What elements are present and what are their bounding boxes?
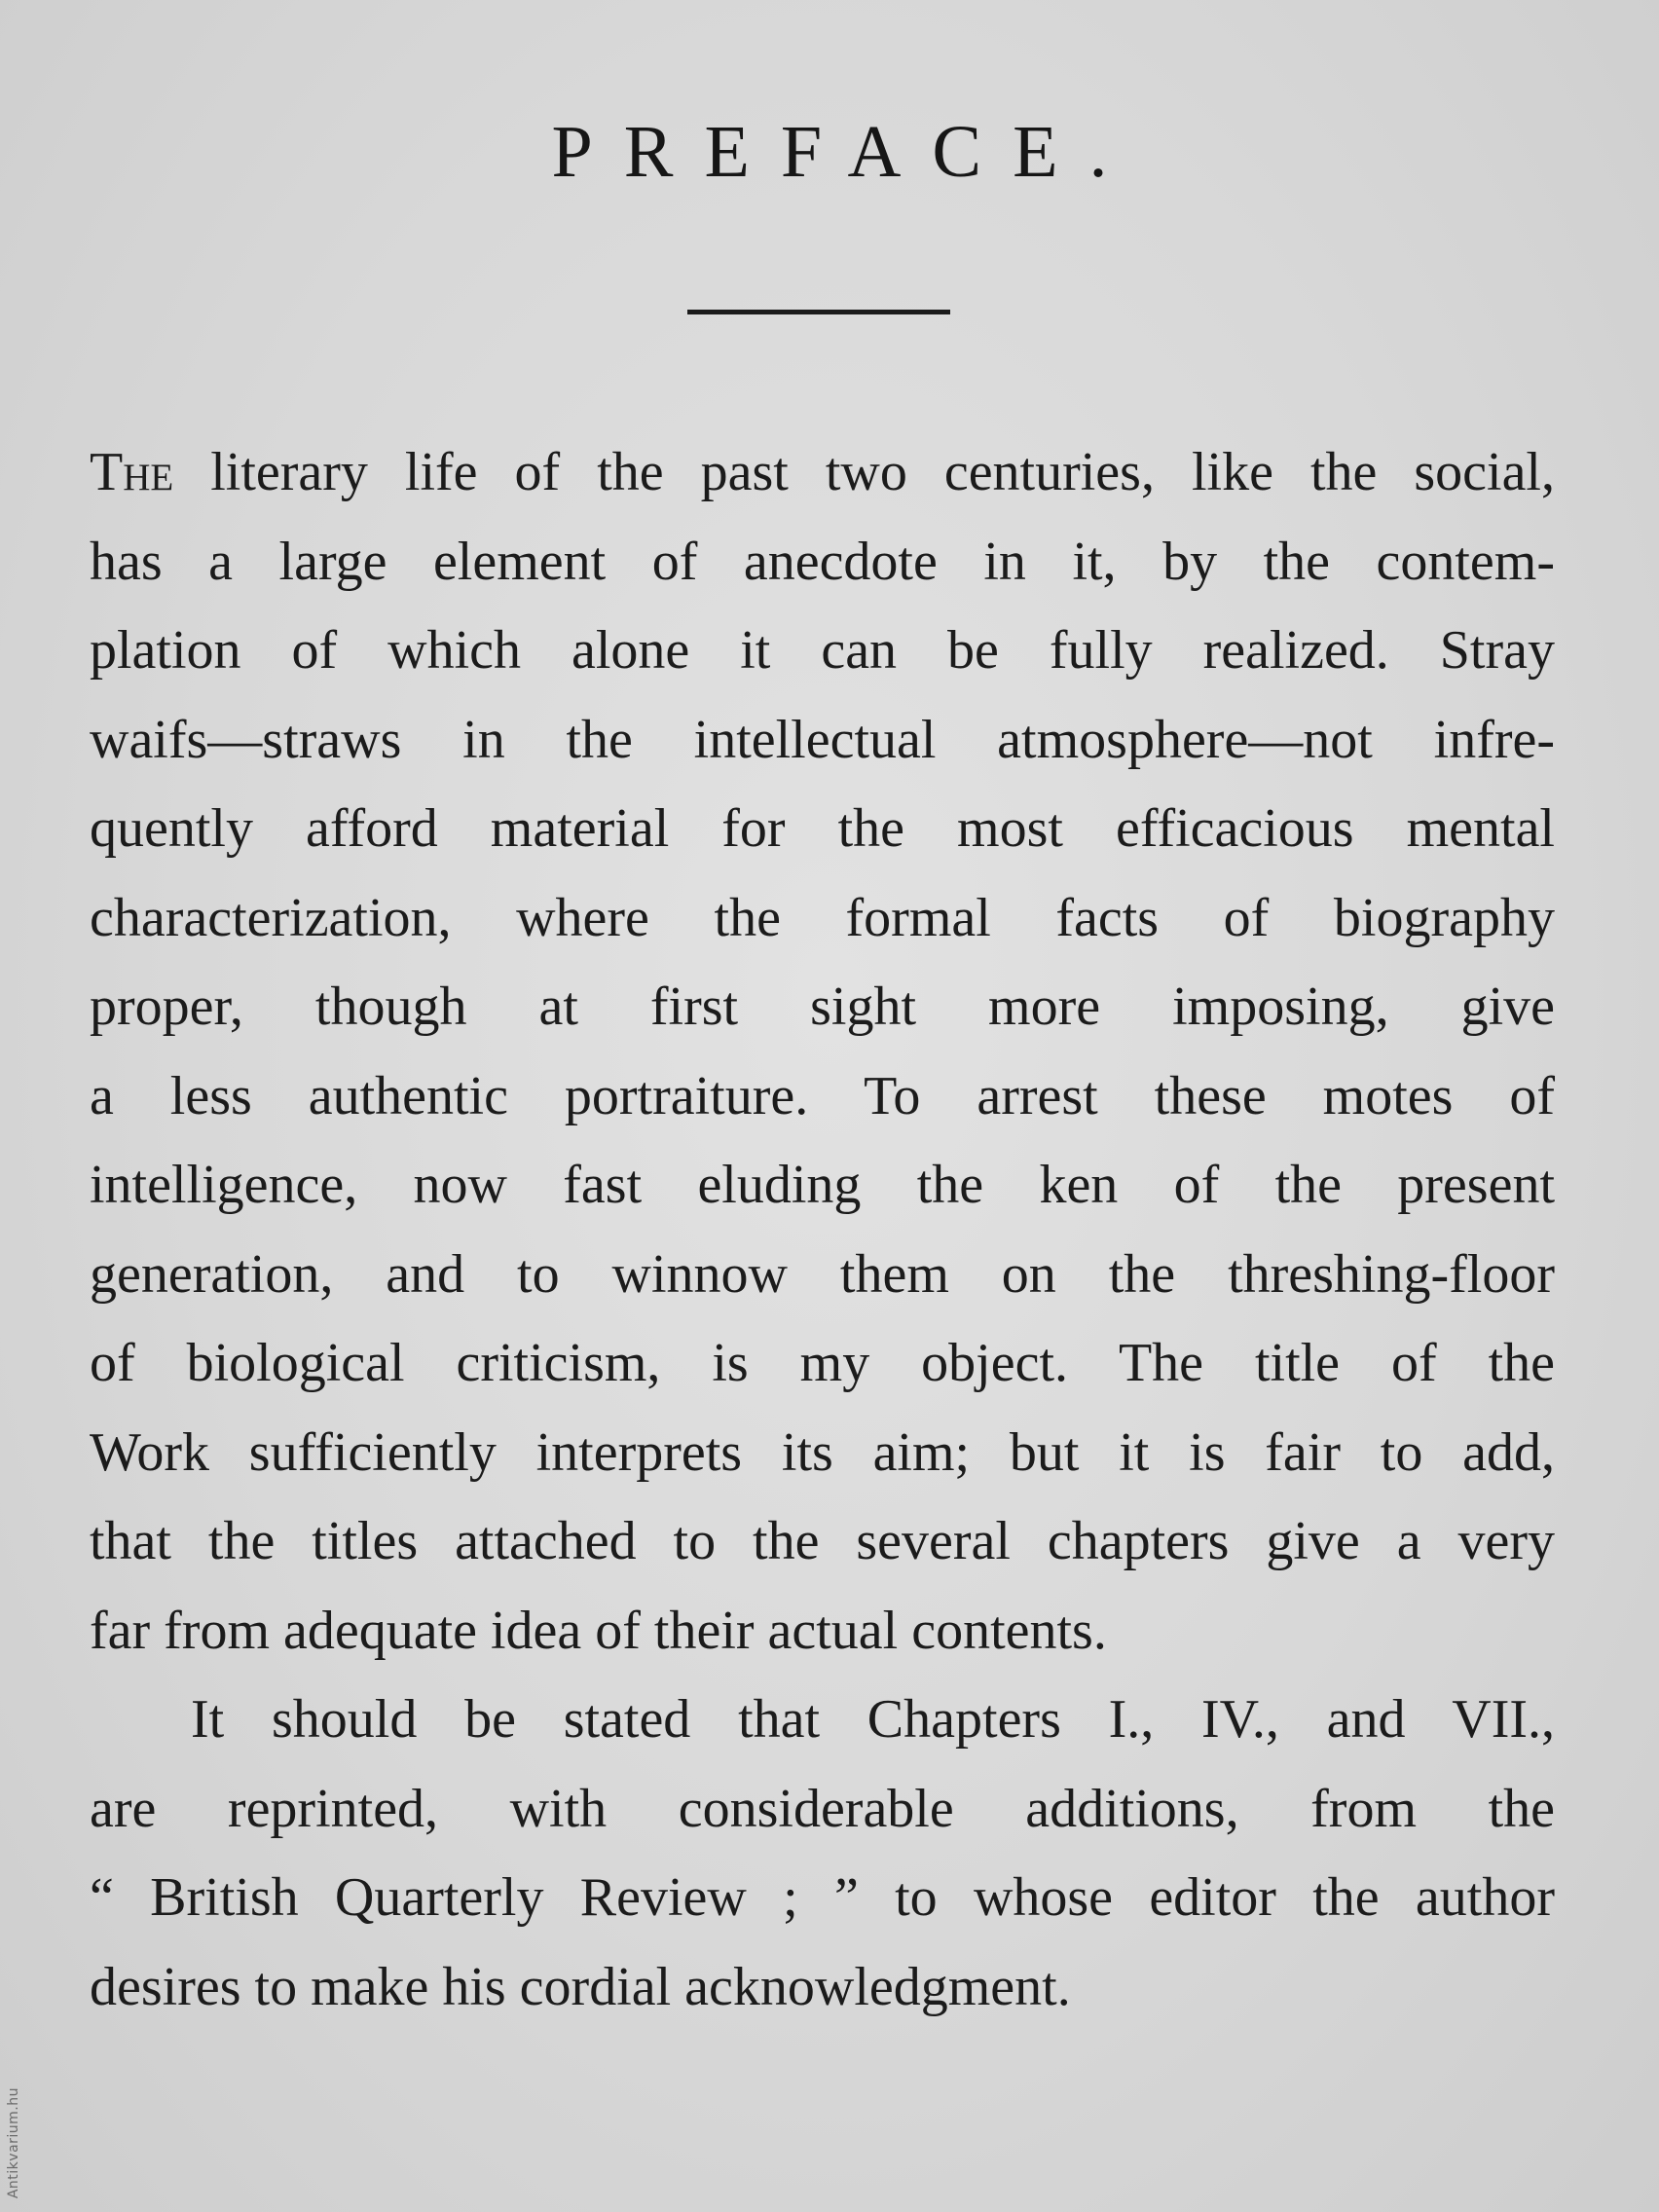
text-line: It should be stated that Chapters I., IV., and VII., — [191, 1689, 1555, 1750]
text-line: far from adequate idea of their actual contents. — [90, 1600, 1107, 1661]
paragraph-1 — [90, 428, 1555, 1676]
text-line: intelligence, now fast eluding the ken of the present — [90, 1155, 1555, 1215]
text-line: of biological criticism, is my object. The title of the — [90, 1333, 1555, 1393]
text-line-rest: literary life of the past two centuries, like the social, — [173, 442, 1555, 502]
title-rule-divider — [687, 310, 950, 314]
text-line: a less authentic portraiture. To arrest these motes of — [90, 1065, 1555, 1126]
text-line: “ British Quarterly Review ; ” to whose editor the author — [90, 1867, 1555, 1928]
page-title: PREFACE. — [551, 111, 1139, 193]
text-line: desires to make his cordial acknowledgment. — [90, 1956, 1071, 2017]
text-line: has a large element of anecdote in it, by the contem- — [90, 531, 1555, 592]
paragraph-2 — [90, 1676, 1555, 2032]
text-line: proper, though at first sight more imposing, give — [90, 977, 1555, 1037]
text-line: that the titles attached to the several chapters give a very — [90, 1511, 1555, 1571]
text-line: generation, and to winnow them on the threshing-floor — [90, 1243, 1555, 1305]
text-line: characterization, where the formal facts of biography — [90, 887, 1555, 948]
text-line — [90, 428, 1555, 518]
preface-body — [90, 428, 1555, 2032]
watermark-text: Antikvarium.hu — [6, 2086, 21, 2198]
lead-word: The — [90, 442, 174, 502]
text-line: plation of which alone it can be fully realized. Stray — [90, 620, 1555, 681]
text-line: quently afford material for the most efficacious mental — [90, 798, 1555, 859]
text-line: waifs—straws in the intellectual atmosphere—not infre- — [90, 709, 1555, 770]
text-line: Work sufficiently interprets its aim; but it is fair to add, — [90, 1421, 1555, 1483]
text-line: are reprinted, with considerable additions, from the — [90, 1778, 1555, 1839]
